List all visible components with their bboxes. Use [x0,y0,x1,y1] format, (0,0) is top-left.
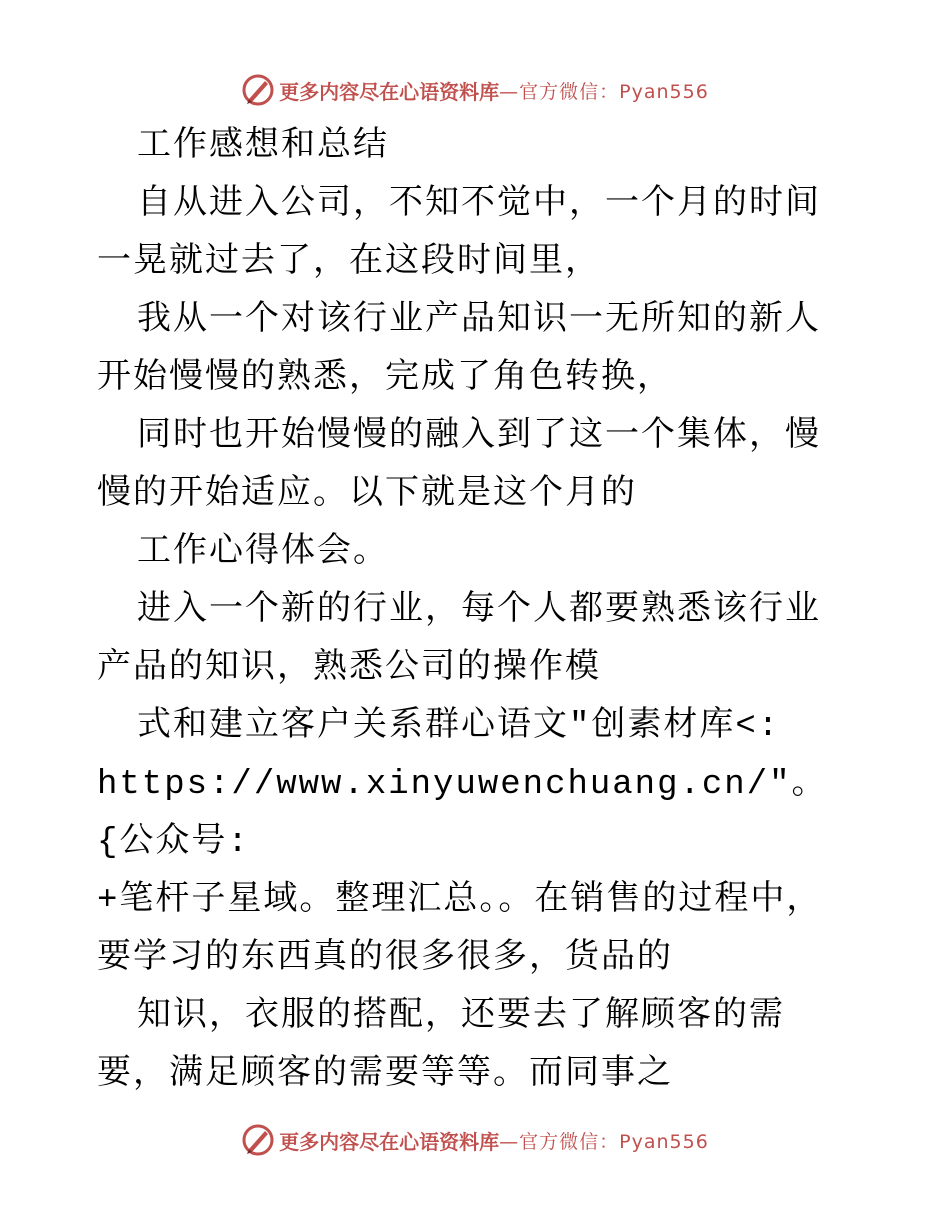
footer-banner [0,1120,950,1160]
document-body [97,118,849,1104]
paragraph: 知识，衣服的搭配，还要去了解顾客的需要，满足顾客的需要等等。而同事之 [97,998,785,1094]
footer-banner-wechat-text: —官方微信：Pyan556 [499,1130,709,1153]
header-banner [0,70,950,110]
footer-banner-main-text: 更多内容尽在心语资料库 [279,1129,500,1154]
paragraph-url: https://www.xinyuwenchuang.cn/"。{公众号: [97,766,828,862]
pen-circle-logo-icon [241,73,275,107]
paragraph-title: 工作感想和总结 [137,128,389,166]
paragraph: 进入一个新的行业，每个人都要熟悉该行业产品的知识，熟悉公司的操作模 [97,592,821,688]
paragraph: +笔杆子星域。整理汇总。。在销售的过程中，要学习的东西真的很多很多，货品的 [97,882,823,978]
paragraph: 式和建立客户关系群心语文"创素材库<: [137,708,781,746]
paragraph: 自从进入公司，不知不觉中，一个月的时间一晃就过去了，在这段时间里， [97,186,821,282]
pen-circle-logo-icon [241,1123,275,1157]
paragraph: 工作心得体会。 [137,534,389,572]
header-banner-wechat-text: —官方微信：Pyan556 [499,80,709,103]
paragraph: 同时也开始慢慢的融入到了这一个集体，慢慢的开始适应。以下就是这个月的 [97,418,821,514]
paragraph: 我从一个对该行业产品知识一无所知的新人开始慢慢的熟悉，完成了角色转换， [97,302,821,398]
header-banner-main-text: 更多内容尽在心语资料库 [279,79,500,104]
